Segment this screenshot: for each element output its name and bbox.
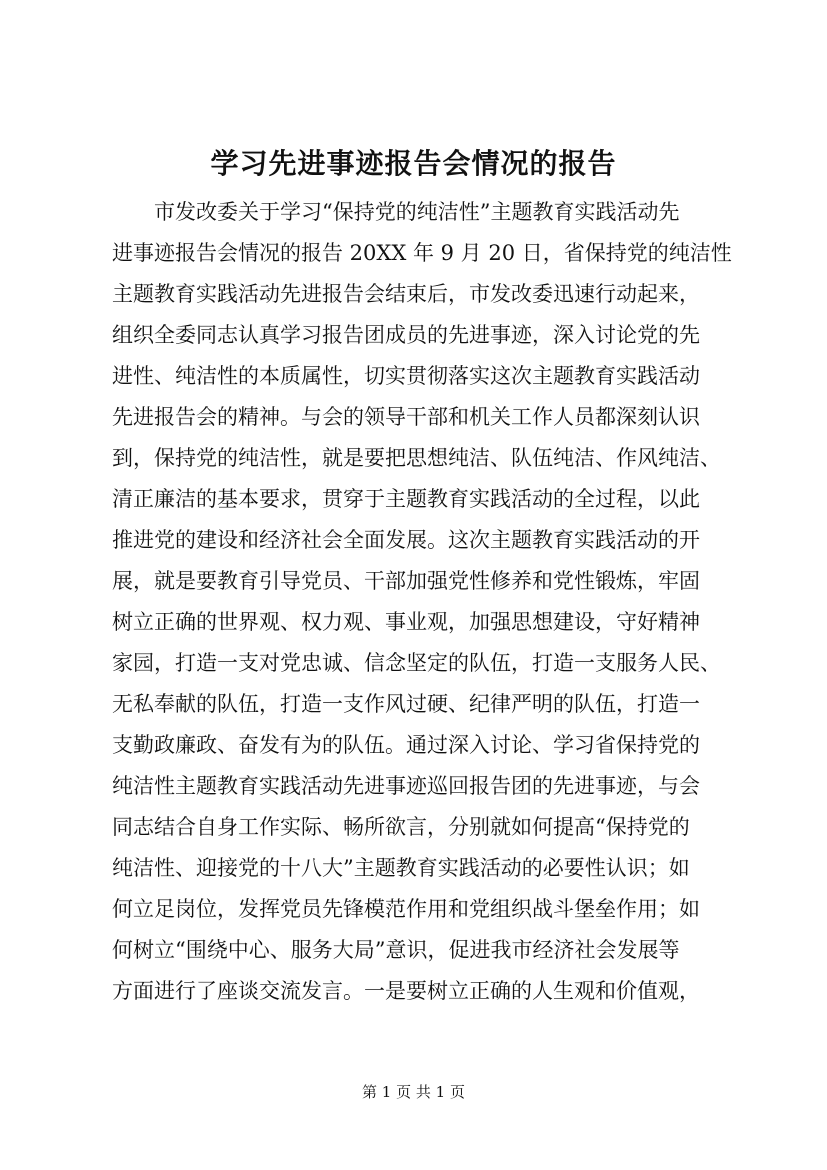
body-line: 清正廉洁的基本要求，贯穿于主题教育实践活动的全过程，以此	[112, 487, 700, 511]
body-line: 纯洁性主题教育实践活动先进事迹巡回报告团的先进事迹，与会	[112, 774, 700, 798]
body-line: 市发改委关于学习“保持党的纯洁性”主题教育实践活动先	[154, 200, 680, 224]
body-line: 支勤政廉政、奋发有为的队伍。通过深入讨论、学习省保持党的	[112, 733, 700, 757]
body-line: 进性、纯洁性的本质属性，切实贯彻落实这次主题教育实践活动	[112, 364, 700, 388]
body-line: 先进报告会的精神。与会的领导干部和机关工作人员都深刻认识	[112, 405, 700, 429]
body-line: 纯洁性、迎接党的十八大”主题教育实践活动的必要性认识；如	[112, 856, 690, 880]
document-title: 学习先进事迹报告会情况的报告	[210, 147, 617, 180]
body-line: 同志结合自身工作实际、畅所欲言，分别就如何提高“保持党的	[112, 815, 690, 839]
body-line: 主题教育实践活动先进报告会结束后，市发改委迅速行动起来，	[112, 282, 700, 306]
page-number-footer: 第 1 页 共 1 页	[362, 1083, 465, 1101]
body-line: 无私奉献的队伍，打造一支作风过硬、纪律严明的队伍，打造一	[112, 692, 700, 716]
body-line: 家园，打造一支对党忠诚、信念坚定的队伍，打造一支服务人民、	[112, 651, 721, 675]
body-line: 组织全委同志认真学习报告团成员的先进事迹，深入讨论党的先	[112, 323, 700, 347]
document-body	[112, 192, 732, 1012]
body-line: 何树立“围绕中心、服务大局”意识，促进我市经济社会发展等	[112, 938, 680, 962]
body-line: 推进党的建设和经济社会全面发展。这次主题教育实践活动的开	[112, 528, 700, 552]
body-line: 进事迹报告会情况的报告 20XX 年 9 月 20 日，省保持党的纯洁性	[112, 241, 732, 265]
body-line: 方面进行了座谈交流发言。一是要树立正确的人生观和价值观，	[112, 979, 700, 1003]
body-line: 何立足岗位，发挥党员先锋模范作用和党组织战斗堡垒作用；如	[112, 897, 700, 921]
body-line: 到，保持党的纯洁性，就是要把思想纯洁、队伍纯洁、作风纯洁、	[112, 446, 721, 470]
body-line: 树立正确的世界观、权力观、事业观，加强思想建设，守好精神	[112, 610, 700, 634]
body-line: 展，就是要教育引导党员、干部加强党性修养和党性锻炼，牢固	[112, 569, 700, 593]
